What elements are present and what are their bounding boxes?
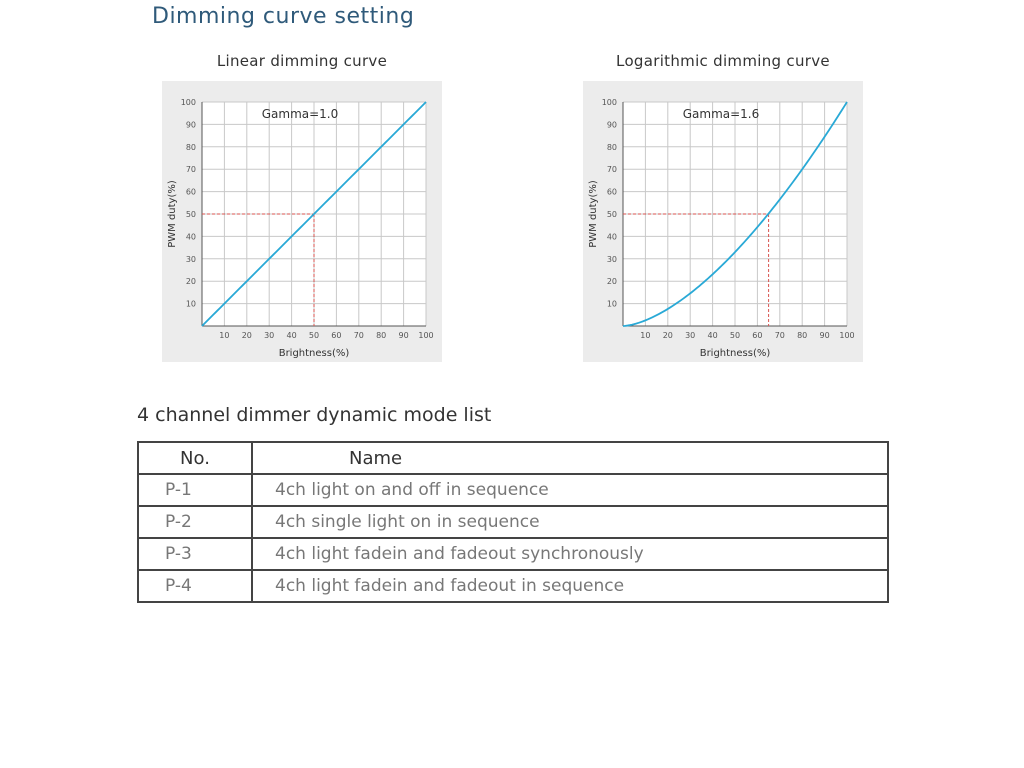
logarithmic-dimming-chart bbox=[583, 81, 863, 362]
mode-name: 4ch light fadein and fadeout in sequence bbox=[252, 570, 888, 602]
y-tick-label: 60 bbox=[185, 187, 196, 197]
mode-number: P-1 bbox=[138, 474, 252, 506]
mode-name: 4ch single light on in sequence bbox=[252, 506, 888, 538]
x-tick-label: 70 bbox=[353, 331, 364, 340]
y-tick-label: 70 bbox=[606, 165, 617, 175]
y-tick-label: 100 bbox=[601, 98, 617, 107]
y-tick-label: 80 bbox=[185, 142, 196, 152]
x-tick-label: 10 bbox=[219, 331, 230, 340]
mode-name: 4ch light fadein and fadeout synchronously bbox=[252, 538, 888, 570]
y-tick-label: 10 bbox=[606, 299, 617, 309]
x-axis-title: Brightness(%) bbox=[278, 348, 350, 359]
y-tick-label: 20 bbox=[185, 277, 196, 287]
chart-panel-linear bbox=[162, 81, 442, 362]
y-tick-label: 40 bbox=[185, 232, 196, 242]
mode-list-table bbox=[137, 441, 889, 603]
mode-list-heading: 4 channel dimmer dynamic mode list bbox=[137, 404, 492, 426]
y-tick-label: 90 bbox=[185, 120, 196, 130]
x-tick-label: 80 bbox=[376, 331, 387, 340]
table-row bbox=[138, 538, 888, 570]
linear-dimming-chart bbox=[162, 81, 442, 362]
x-tick-label: 40 bbox=[707, 331, 718, 340]
chart-title-linear: Linear dimming curve bbox=[216, 52, 388, 70]
page-title: Dimming curve setting bbox=[152, 4, 415, 29]
x-tick-label: 30 bbox=[264, 331, 275, 340]
y-tick-label: 10 bbox=[185, 299, 196, 309]
x-tick-label: 100 bbox=[418, 331, 434, 340]
table-row bbox=[138, 506, 888, 538]
chart-panel-logarithmic bbox=[583, 81, 863, 362]
y-tick-label: 50 bbox=[606, 210, 617, 219]
column-header-no: No. bbox=[138, 442, 252, 474]
y-tick-label: 100 bbox=[180, 98, 196, 107]
mode-number: P-3 bbox=[138, 538, 252, 570]
mode-number: P-4 bbox=[138, 570, 252, 602]
x-tick-label: 80 bbox=[797, 331, 808, 340]
x-tick-label: 20 bbox=[241, 331, 252, 340]
y-tick-label: 30 bbox=[185, 254, 196, 264]
column-header-name: Name bbox=[252, 442, 888, 474]
y-tick-label: 90 bbox=[606, 120, 617, 130]
y-tick-label: 60 bbox=[606, 187, 617, 197]
x-tick-label: 90 bbox=[398, 331, 409, 340]
x-tick-label: 70 bbox=[774, 331, 785, 340]
x-axis-title: Brightness(%) bbox=[699, 348, 771, 359]
x-tick-label: 20 bbox=[662, 331, 673, 340]
y-tick-label: 30 bbox=[606, 254, 617, 264]
x-tick-label: 50 bbox=[729, 331, 741, 340]
x-tick-label: 100 bbox=[839, 331, 855, 340]
gamma-annotation: Gamma=1.6 bbox=[682, 107, 760, 121]
table-row bbox=[138, 474, 888, 506]
x-tick-label: 90 bbox=[819, 331, 830, 340]
mode-number: P-2 bbox=[138, 506, 252, 538]
y-tick-label: 40 bbox=[606, 232, 617, 242]
y-tick-label: 80 bbox=[606, 142, 617, 152]
x-tick-label: 60 bbox=[331, 331, 342, 340]
x-tick-label: 50 bbox=[308, 331, 320, 340]
x-tick-label: 60 bbox=[752, 331, 763, 340]
table-row bbox=[138, 570, 888, 602]
y-axis-title: PWM duty(%) bbox=[167, 180, 178, 248]
y-tick-label: 20 bbox=[606, 277, 617, 287]
table-header-row bbox=[138, 442, 888, 474]
chart-title-logarithmic: Logarithmic dimming curve bbox=[616, 52, 830, 70]
y-axis-title: PWM duty(%) bbox=[588, 180, 599, 248]
y-tick-label: 50 bbox=[185, 210, 196, 219]
y-tick-label: 70 bbox=[185, 165, 196, 175]
gamma-annotation: Gamma=1.0 bbox=[261, 107, 339, 121]
x-tick-label: 30 bbox=[685, 331, 696, 340]
mode-name: 4ch light on and off in sequence bbox=[252, 474, 888, 506]
x-tick-label: 10 bbox=[640, 331, 651, 340]
x-tick-label: 40 bbox=[286, 331, 297, 340]
